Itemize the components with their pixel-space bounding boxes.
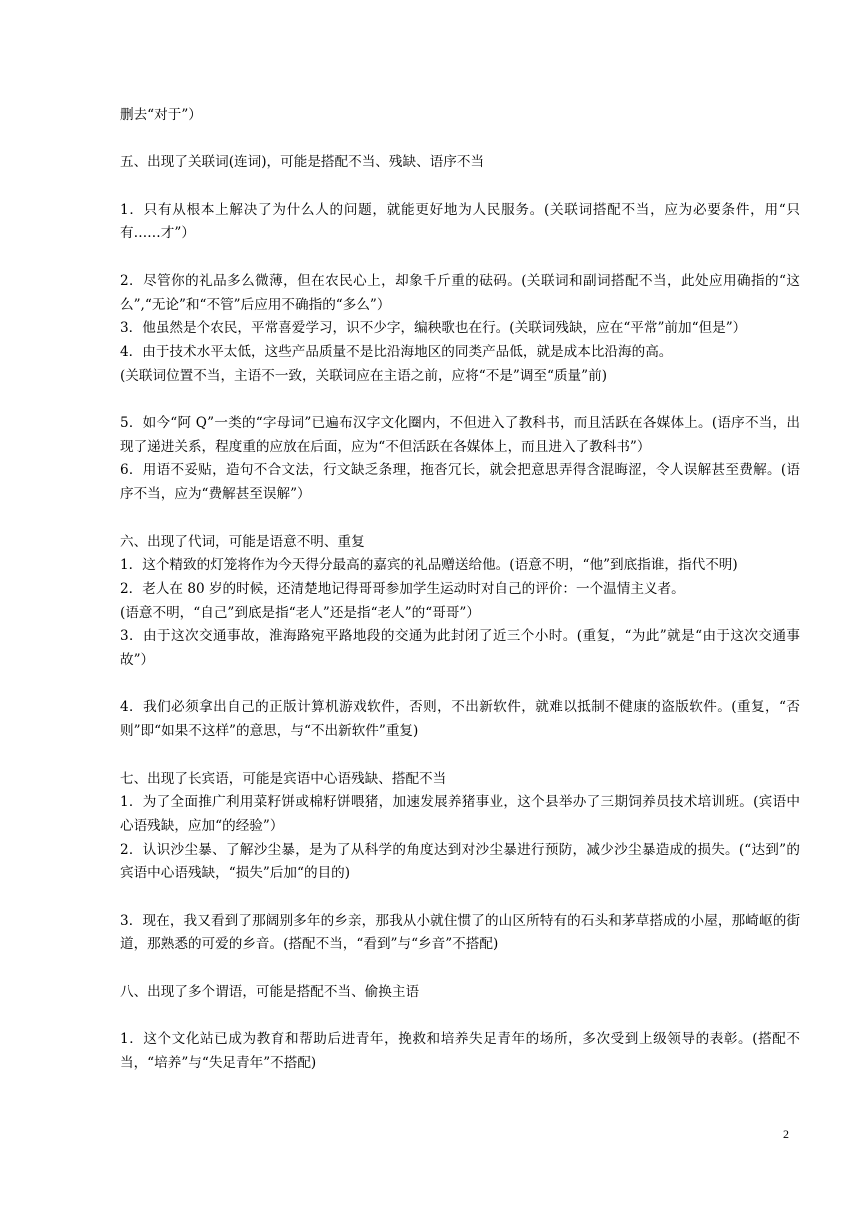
paragraph: 删去“对于”）	[120, 107, 202, 123]
section-heading: 六、出现了代词，可能是语意不明、重复	[120, 533, 365, 550]
paragraph: 1．只有从根本上解决了为什么人的问题，就能更好地为人民服务。(关联词搭配不当，应为必要条件，用“只有……才”）	[120, 201, 800, 242]
paragraph: (语意不明，“自己”到底是指“老人”还是指“老人”的“哥哥”）	[120, 604, 480, 621]
paragraph: 3．由于这次交通事故，淮海路宛平路地段的交通为此封闭了近三个小时。(重复，“为此”就是“由于这次交通事故”）	[120, 628, 800, 669]
section-heading: 八、出现了多个谓语，可能是搭配不当、偷换主语	[120, 983, 420, 1000]
paragraph: 4．我们必须拿出自己的正版计算机游戏软件，否则，不出新软件，就难以抵制不健康的盗版软件。(重复，“否则”即“如果不这样”的意思，与“不出新软件”重复)	[120, 699, 800, 740]
paragraph: 1．这个精致的灯笼将作为今天得分最高的嘉宾的礼品赠送给他。(语意不明，“他”到底指谁，指代不明)	[120, 557, 738, 574]
paragraph: 2．老人在 80 岁的时候，还清楚地记得哥哥参加学生运动时对自己的评价：一个温情主义者。	[120, 580, 685, 597]
paragraph: (关联词位置不当，主语不一致，关联词应在主语之前，应将“不是”调至“质量”前)	[120, 367, 607, 384]
section-heading: 五、出现了关联词(连词)，可能是搭配不当、残缺、语序不当	[120, 154, 485, 171]
paragraph: 2．认识沙尘暴、了解沙尘暴，是为了从科学的角度达到对沙尘暴进行预防，减少沙尘暴造成的损失。(“达到”的宾语中心语残缺，“损失”后加“的目的)	[120, 841, 800, 882]
paragraph: 3．现在，我又看到了那阔别多年的乡亲，那我从小就住惯了的山区所特有的石头和茅草搭成的小屋，那崎岖的街道，那熟悉的可爱的乡音。(搭配不当，“看到”与“乡音”不搭配)	[120, 912, 800, 953]
paragraph: 6．用语不妥贴，造句不合文法，行文缺乏条理，拖沓冗长，就会把意思弄得含混晦涩，令人误解甚至费解。(语序不当，应为“费解甚至误解”）	[120, 462, 800, 503]
document-body	[120, 104, 800, 1076]
paragraph: 2．尽管你的礼品多么微薄，但在农民心上，却象千斤重的砝码。(关联词和副词搭配不当，此处应用确指的“这么”,“无论”和“不管”后应用不确指的“多么”）	[120, 272, 800, 313]
paragraph: 5．如今“阿 Q”一类的“字母词”已遍布汉字文化圈内，不但进入了教科书，而且活跃在各媒体上。(语序不当，出现了递进关系，程度重的应放在后面，应为“不但活跃在各媒体上，而且进入了教科书”）	[120, 415, 800, 455]
page-number: 2	[783, 1127, 789, 1141]
paragraph: 1．为了全面推广利用菜籽饼或棉籽饼喂猪，加速发展养猪事业，这个县举办了三期饲养员技术培训班。(宾语中心语残缺，应加“的经验”）	[120, 794, 800, 834]
section-heading: 七、出现了长宾语，可能是宾语中心语残缺、搭配不当	[120, 770, 447, 787]
paragraph: 1．这个文化站已成为教育和帮助后进青年，挽救和培养失足青年的场所，多次受到上级领导的表彰。(搭配不当，“培养”与“失足青年”不搭配)	[120, 1031, 800, 1071]
paragraph: 4．由于技术水平太低，这些产品质量不是比沿海地区的同类产品低，就是成本比沿海的高。	[120, 343, 673, 360]
paragraph: 3．他虽然是个农民，平常喜爱学习，识不少字，编秧歌也在行。(关联词残缺，应在“平常”前加“但是”）	[120, 320, 747, 337]
